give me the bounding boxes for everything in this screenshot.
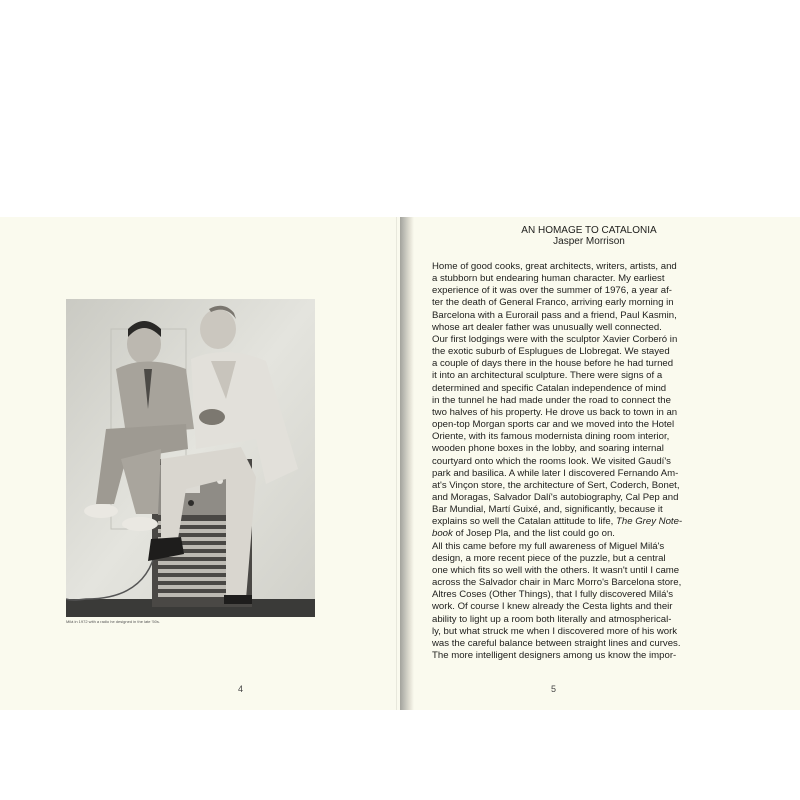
body-line: design, a more recent piece of the puzzle, but a central: [432, 552, 666, 564]
body-line: courtyard onto which the rooms look. We visited Gaudí's: [432, 455, 671, 467]
body-line: whose art dealer father was unusually well connected.: [432, 321, 662, 333]
body-line: ly, but what struck me when I discovered more of his work: [432, 625, 678, 637]
page-number-left: 4: [238, 684, 244, 694]
book-title-italic: book: [432, 528, 453, 540]
essay-title: AN HOMAGE TO CATALONIA: [521, 225, 657, 236]
body-line: a couple of days there in the house before he had turned: [432, 358, 674, 370]
body-line-text: explains so well the Catalan attitude to life,: [432, 516, 616, 528]
body-line: two halves of his property. He drove us back to town in an: [432, 406, 678, 418]
body-line: ability to light up a room both literally and atmospherical-: [432, 613, 672, 625]
body-line: wooden phone boxes in the lobby, and soaring internal: [432, 443, 664, 455]
body-line-mixed: [432, 516, 692, 528]
gutter-shadow: [400, 217, 414, 710]
body-line: open-top Morgan sports car and we moved into the Hotel: [432, 419, 675, 431]
essay-body: [432, 261, 692, 662]
body-line: in the tunnel he had made under the road to connect the: [432, 394, 671, 406]
photo-caption: Milá in 1972 with a radio he designed in the late '50s.: [66, 619, 160, 624]
body-line: determined and specific Catalan independence of mind: [432, 382, 667, 394]
body-line: experience of it was over the summer of 1976, a year af-: [432, 285, 672, 297]
body-line: The more intelligent designers among us know the impor-: [432, 650, 677, 661]
body-line: the exotic suburb of Esplugues de Llobregat. We stayed: [432, 346, 670, 358]
book-spread: [0, 217, 800, 710]
right-page: [397, 217, 800, 710]
body-line: ter the death of General Franco, arriving early morning in: [432, 297, 674, 309]
photo-illustration: [66, 299, 315, 617]
page-number-right: 5: [551, 684, 557, 694]
body-line: park and basilica. A while later I discovered Fernando Am-: [432, 467, 679, 479]
body-line: a stubborn but endearing human character. My earliest: [432, 273, 665, 285]
body-line: one which fits so well with the others. It wasn't until I came: [432, 564, 680, 576]
photo-mila-with-radio: [66, 299, 315, 617]
body-line: Home of good cooks, great architects, writers, artists, and: [432, 261, 677, 272]
book-title-italic: The Grey Note-: [616, 516, 683, 528]
body-line: Oriente, with its famous modernista dining room interior,: [432, 431, 670, 443]
left-page: [0, 217, 397, 710]
body-line: Altres Coses (Other Things), that I fully discovered Milá's: [432, 589, 674, 601]
body-line: it into an architectural sculpture. There were signs of a: [432, 370, 663, 382]
body-line-text: of Josep Pla, and the list could go on.: [452, 528, 615, 540]
body-line: was the careful balance between straight lines and curves.: [432, 637, 681, 649]
body-line: and Moragas, Salvador Dalí's autobiography, Cal Pep and: [432, 491, 679, 503]
body-line: Our first lodgings were with the sculptor Xavier Corberó in: [432, 333, 678, 345]
body-line: work. Of course I knew already the Cesta lights and their: [432, 601, 673, 613]
body-line: at's Vinçon store, the architecture of Sert, Coderch, Bonet,: [432, 479, 680, 491]
body-line: across the Salvador chair in Marc Morro's Barcelona store,: [432, 577, 682, 589]
essay-author: Jasper Morrison: [553, 236, 625, 247]
body-line: Bar Mundial, Martí Guixé, and, significantly, because it: [432, 504, 663, 516]
body-line: Barcelona with a Eurorail pass and a friend, Paul Kasmin,: [432, 309, 677, 321]
body-line-mixed: [432, 528, 692, 540]
body-line: All this came before my full awareness of Miguel Milá's: [432, 540, 665, 552]
